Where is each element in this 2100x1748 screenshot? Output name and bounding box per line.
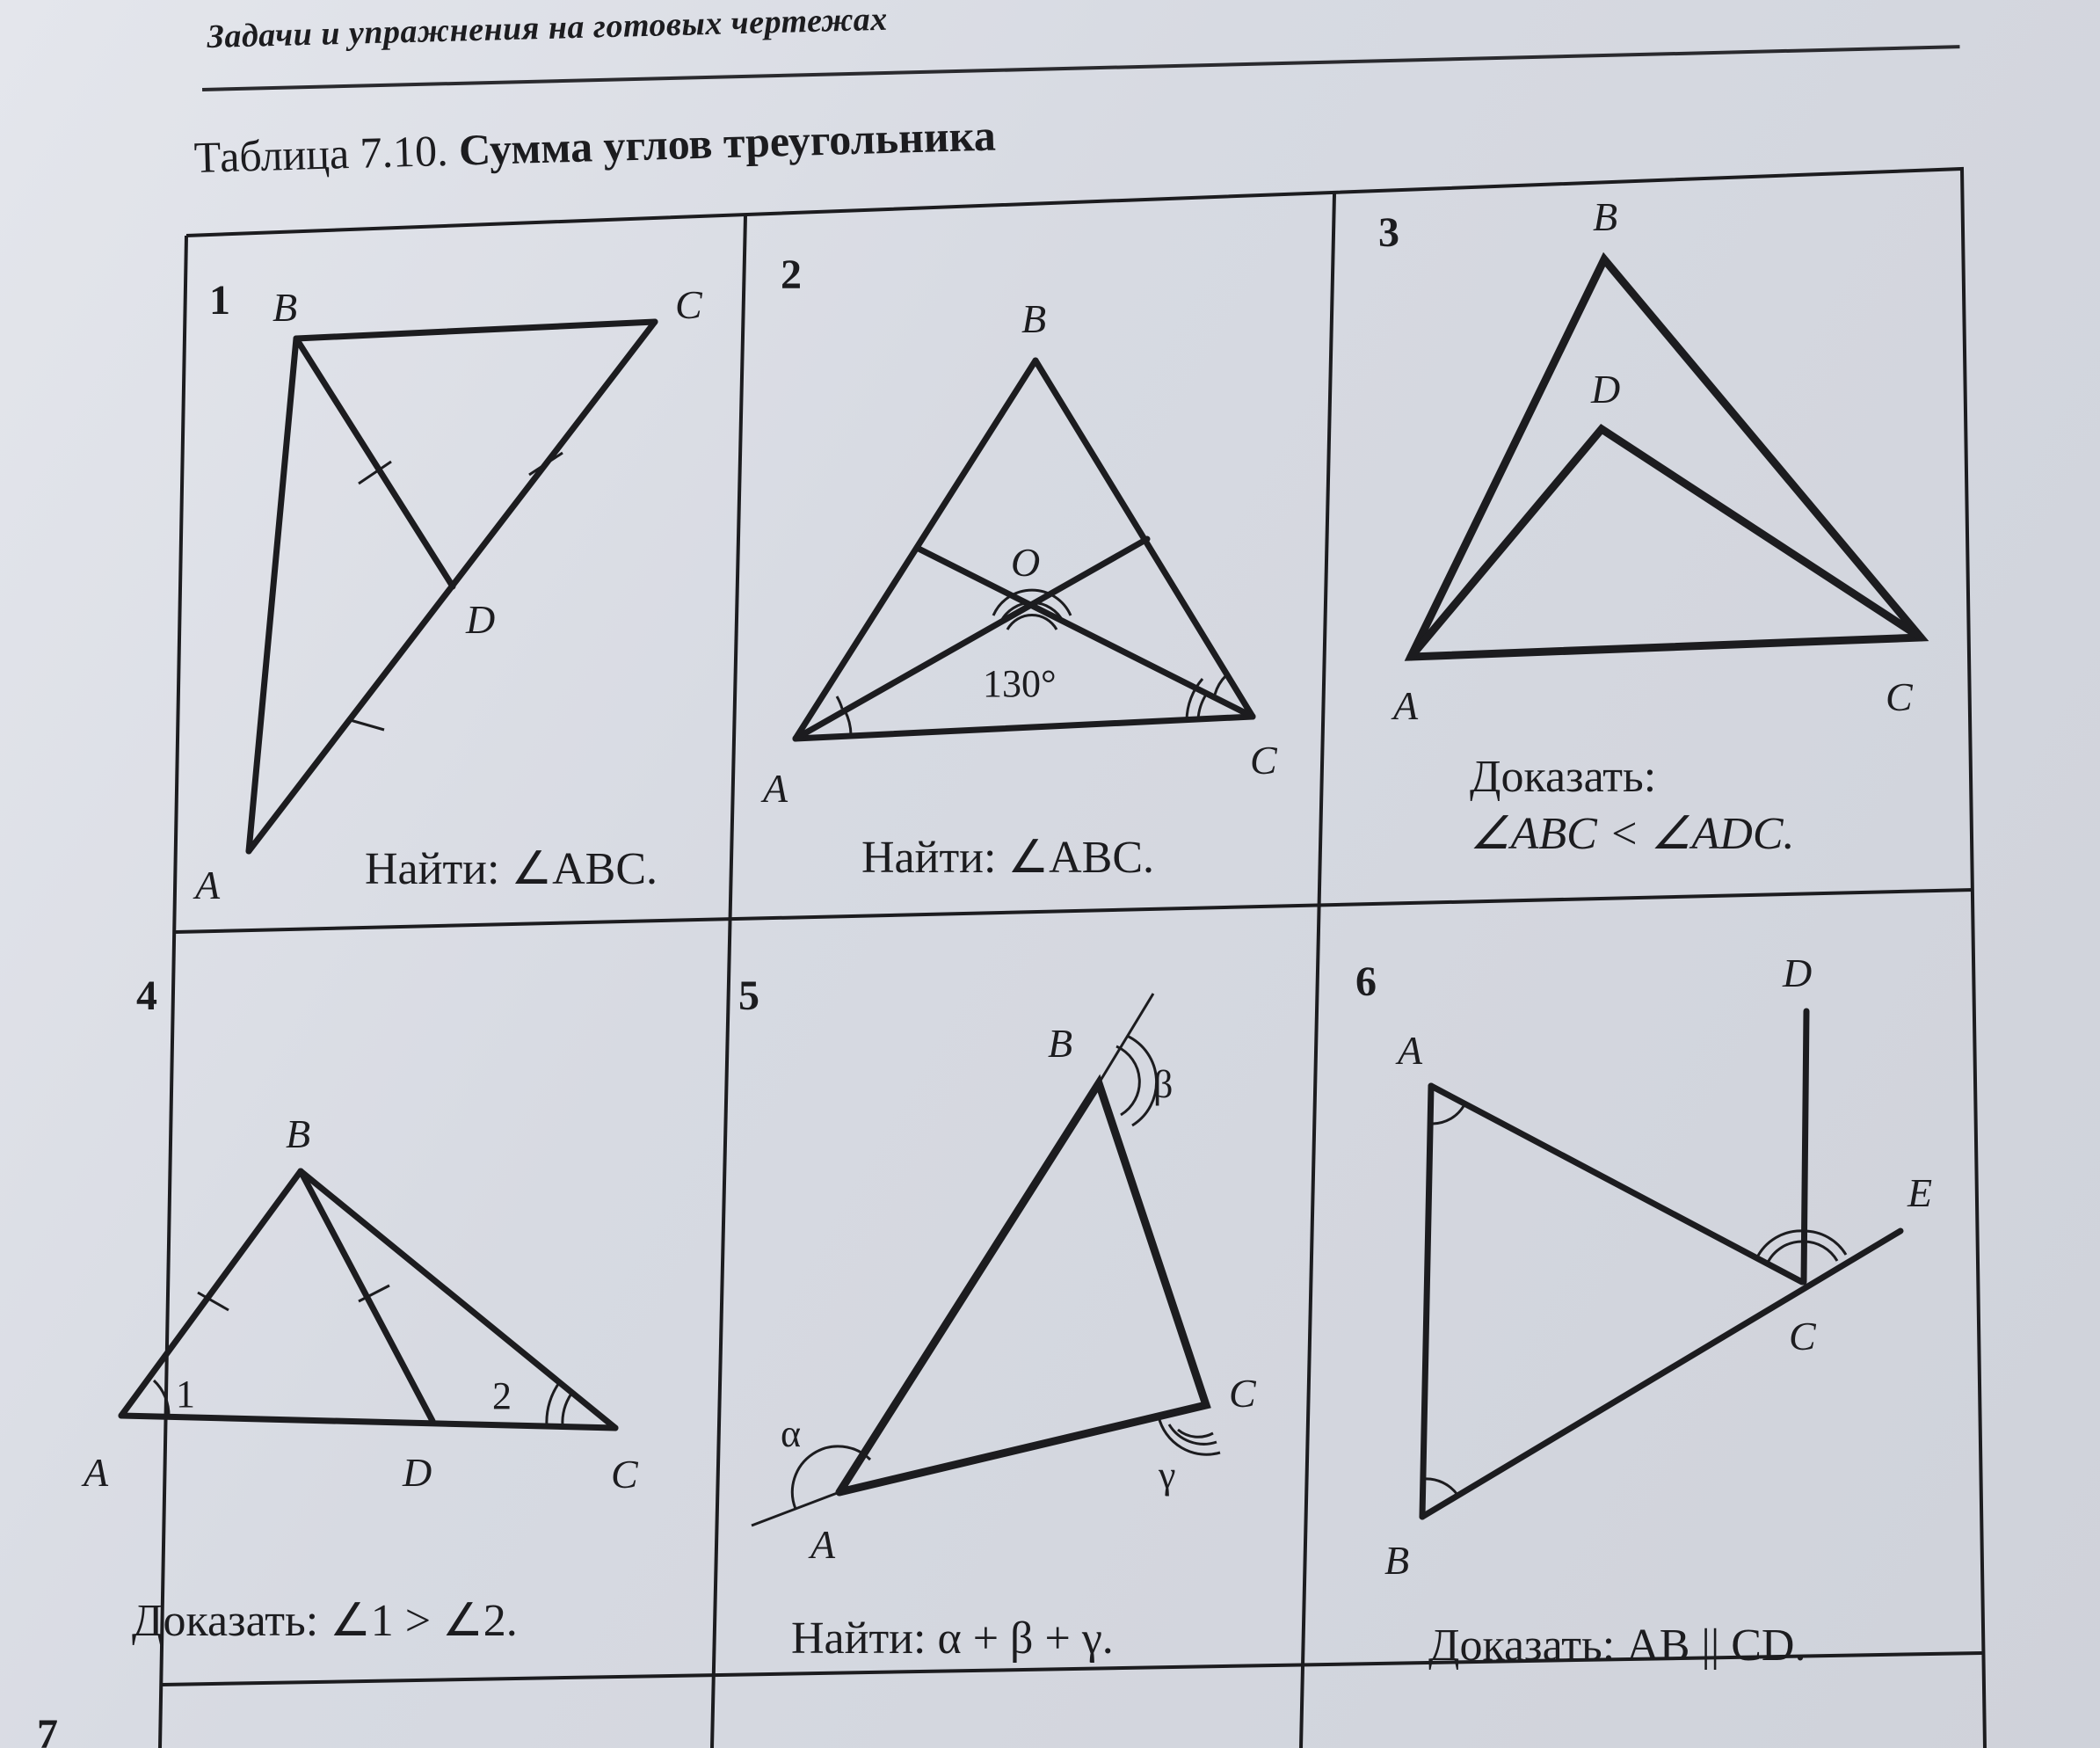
angle-arc-beta-1 [1116, 1046, 1139, 1115]
problem-1-task: Найти: ∠ABC. [365, 844, 658, 894]
point-label-D: D [466, 597, 496, 642]
angle-arc-C-3 [1215, 675, 1226, 695]
problem-4-task: Доказать: ∠1 > ∠2. [132, 1596, 518, 1646]
triangle-ABC [1411, 259, 1921, 657]
point-label-A: A [763, 766, 788, 811]
point-label-E: E [1907, 1170, 1933, 1215]
point-label-A: A [195, 863, 221, 907]
problem-2-task: Найти: ∠ABC. [861, 833, 1154, 883]
angle-arc-beta-2 [1127, 1036, 1157, 1125]
problem-3 [1378, 194, 1921, 859]
point-label-B: B [1021, 296, 1047, 341]
problem-3-task-line1: Доказать: [1470, 752, 1657, 802]
problem-4-number: 4 [136, 972, 157, 1019]
angle-label-gamma: γ [1159, 1453, 1176, 1497]
triangle-ABC [839, 1083, 1206, 1492]
angle-arc-C-1 [1198, 695, 1206, 719]
problem-3-number: 3 [1378, 209, 1399, 256]
angle-label-1: 1 [176, 1373, 195, 1416]
point-label-D: D [1783, 950, 1813, 995]
point-label-C: C [1250, 738, 1277, 783]
column-divider-2 [1301, 193, 1334, 1748]
point-label-B: B [1384, 1538, 1410, 1583]
point-label-O: O [1011, 540, 1041, 585]
problem-5 [738, 972, 1257, 1664]
problem-6 [1355, 950, 1932, 1671]
point-label-B: B [286, 1111, 311, 1156]
point-label-A: A [1398, 1028, 1423, 1073]
segment-AC [121, 1416, 615, 1428]
table-name: Сумма углов треугольника [458, 110, 997, 175]
angle-arc-C-2 [1756, 1231, 1804, 1259]
point-label-C: C [611, 1452, 638, 1497]
problem-2-number: 2 [781, 251, 802, 298]
problem-6-number: 6 [1355, 958, 1377, 1005]
row-divider-1 [176, 890, 1973, 932]
tick-AD [347, 719, 384, 730]
segment-AB [249, 339, 296, 851]
problem-2 [760, 251, 1278, 883]
point-label-A: A [810, 1522, 836, 1567]
segment-BD [296, 339, 453, 586]
problem-3-task-line2: ∠ABC < ∠ADC. [1470, 809, 1795, 859]
point-label-B: B [272, 285, 298, 330]
table-frame [160, 169, 1985, 1748]
problem-1 [193, 277, 703, 907]
segment-BC [296, 322, 655, 339]
angle-arc-2b [547, 1380, 561, 1426]
ray-BE [1422, 1231, 1900, 1517]
tick-DC [529, 453, 563, 475]
angle-arc-2a [563, 1394, 571, 1426]
point-label-A: A [84, 1450, 109, 1495]
problem-5-number: 5 [738, 972, 759, 1019]
problem-5-task: Найти: α + β + γ. [791, 1613, 1114, 1664]
table-prefix: Таблица 7.10. [193, 125, 449, 182]
point-label-B: B [1593, 194, 1618, 239]
angle-arc-A-1 [845, 710, 851, 735]
point-label-C: C [675, 282, 702, 327]
angle-label-alpha: α [781, 1412, 802, 1455]
segment-AC [1431, 1086, 1802, 1282]
problem-7-number: 7 [37, 1711, 58, 1748]
angle-arc-A [1433, 1106, 1464, 1124]
point-label-B: B [1048, 1021, 1073, 1066]
page-header: Задачи и упражнения на готовых чертежах [207, 0, 889, 55]
angle-value-130: 130° [983, 662, 1057, 705]
segment-BC [301, 1171, 615, 1428]
table-border-left [160, 236, 186, 1748]
segment-AB [1422, 1086, 1431, 1517]
point-label-C: C [1789, 1314, 1816, 1358]
point-label-A: A [1393, 683, 1419, 728]
angle-arc-B [1424, 1479, 1457, 1495]
table-border-top-right [186, 169, 1985, 1748]
problem-1-number: 1 [209, 277, 230, 324]
angle-arc-A-2 [837, 696, 842, 709]
point-label-C: C [1229, 1371, 1256, 1416]
extension-B [1099, 994, 1153, 1083]
point-label-D: D [1591, 367, 1621, 412]
point-label-C: C [1886, 674, 1913, 719]
segment-AB [121, 1171, 301, 1416]
point-label-D: D [403, 1450, 432, 1495]
angle-label-2: 2 [492, 1374, 512, 1417]
angle-arc-C-1 [1767, 1242, 1804, 1264]
angle-arc-gamma-3 [1178, 1430, 1213, 1437]
angle-label-beta: β [1153, 1063, 1174, 1106]
angle-arc-D-1 [1804, 1242, 1837, 1261]
segment-AC [796, 717, 1253, 739]
problem-6-task: Доказать: AB || CD. [1428, 1621, 1806, 1671]
